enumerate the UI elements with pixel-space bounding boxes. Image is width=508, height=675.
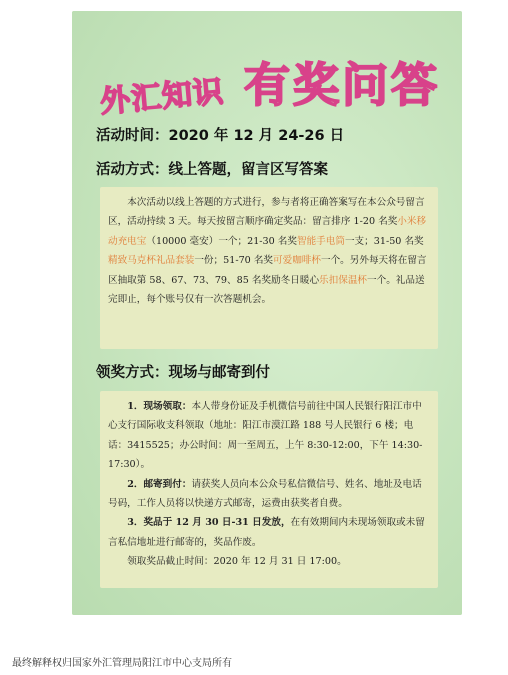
activity-method-text: 本次活动以线上答题的方式进行，参与者将正确答案写在本公众号留言区，活动持续 3 天。每天按留言顺序确定奖品：留言排序 1-20 名奖小米移动充电宝（10000 毫安）一个；21-30 名奖智能手电筒一支；31-50 名奖精致马克杯礼品套装一份；51-70 名奖可爱咖啡杯一个。另外每天将在留言区抽取第 58、67、73、79、85 名奖励冬日暖心乐扣保温杯一个。礼品送完即止，每个账号仅有一次答题机会。: [108, 197, 427, 306]
title-big: 有奖问答: [244, 58, 440, 112]
prize-method-heading: 领奖方式：现场与邮寄到付: [96, 365, 270, 381]
activity-method-heading: 活动方式：线上答题，留言区写答案: [96, 162, 328, 178]
prize-flashlight: 智能手电筒: [297, 235, 345, 247]
prize-item-3: 3．奖品于 12 月 30 日-31 日发放，在有效期间内未现场领取或未留言私信地址进行邮寄的，奖品作废。: [108, 517, 425, 548]
title-small: 外汇知识: [98, 74, 226, 121]
prize-mug-set: 精致马克杯礼品套装: [108, 255, 195, 267]
poster: [72, 11, 462, 615]
activity-method-box: [100, 187, 438, 349]
prize-method-box: [100, 391, 438, 588]
prize-power-bank: 小米移动充电宝: [108, 216, 427, 247]
activity-time-heading: 活动时间：2020 年 12 月 24-26 日: [96, 128, 345, 144]
prize-deadline: 领取奖品截止时间：2020 年 12 月 31 日 17:00。: [127, 556, 347, 568]
prize-item-1: 1．现场领取：本人带身份证及手机微信号前往中国人民银行阳江市中心支行国际收支科领取（地址：阳江市漠江路 188 号人民银行 6 楼；电话：3415525；办公时间：周一至周五，上午 8:30-12:00，下午 14:30-17:30）。: [108, 401, 423, 471]
footer-note: 最终解释权归国家外汇管理局阳江市中心支局所有: [12, 658, 232, 669]
prize-coffee-cup: 可爱咖啡杯: [273, 255, 321, 267]
prize-item-2: 2．邮寄到付：请获奖人员向本公众号私信微信号、姓名、地址及电话号码，工作人员将以快递方式邮寄，运费由获奖者自费。: [108, 478, 422, 510]
poster-title: [96, 37, 456, 121]
prize-thermos: 乐扣保温杯: [319, 274, 368, 286]
